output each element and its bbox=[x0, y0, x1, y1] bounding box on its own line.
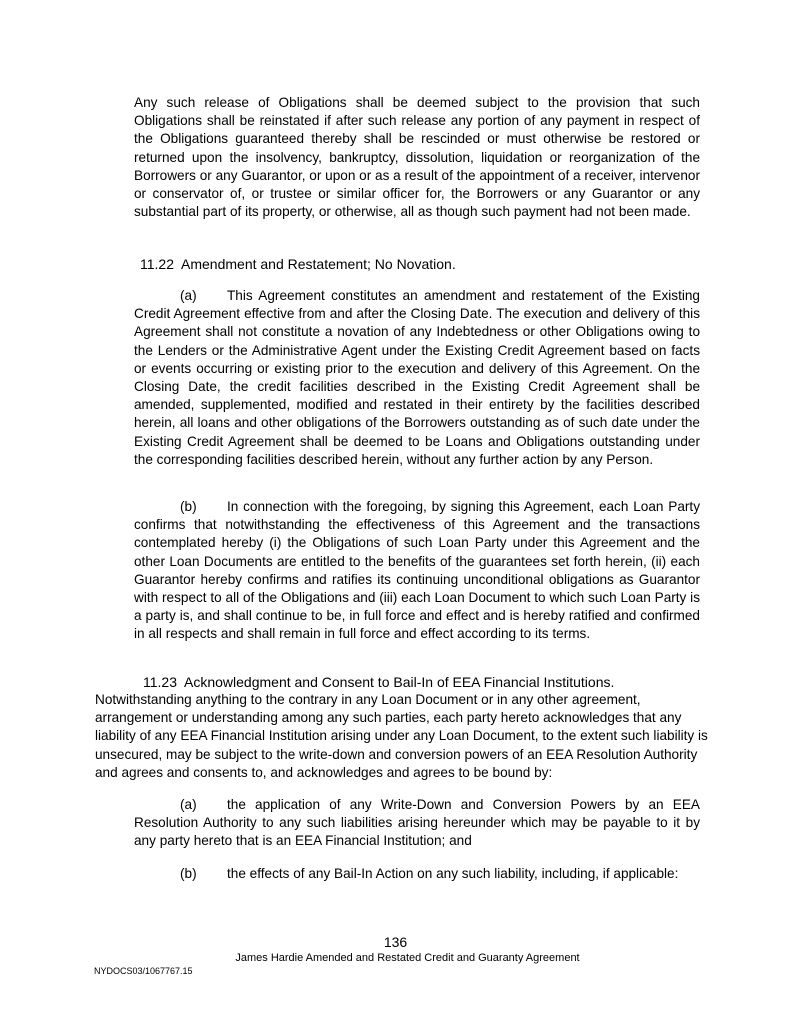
footer-document-title: James Hardie Amended and Restated Credit and Guaranty Agreement bbox=[235, 952, 580, 964]
section-11-23-clause-b bbox=[134, 865, 700, 883]
section-11-23-number: 11.23 bbox=[143, 674, 177, 690]
clause-a-label: (a) bbox=[180, 288, 197, 303]
section-11-23-clause-a bbox=[134, 796, 700, 851]
clause-a-text: This Agreement constitutes an amendment and restatement of the Existing Credit Agreement effective from and after the Closing Date. The execution and delivery of this Agreement shall not constitute a novation of any Indebtedness or other Obligations owing to the Lenders or the Administrative Agent under the Existing Credit Agreement based on facts or events occurring or existing prior to the execution and delivery of this Agreement. On the Closing Date, the credit facilities described in the Existing Credit Agreement shall be amended, supplemented, modified and restated in their entirety by the facilities described herein, all loans and other obligations of the Borrowers outstanding as of such date under the Existing Credit Agreement shall be deemed to be Loans and Obligations outstanding under the corresponding facilities described herein, without any further action by any Person. bbox=[134, 288, 700, 467]
section-11-23-heading bbox=[143, 673, 614, 691]
section-11-23-body: Notwithstanding anything to the contrary in any Loan Document or in any other agreement, arrangement or understanding among any such parties, each party hereto acknowledges that any liability of any EEA Financial Institution arising under any Loan Document, to the extent such liability is unsecured, may be subject to the write-down and conversion powers of an EEA Resolution Authority and agrees and consents to, and acknowledges and agrees to be bound by: bbox=[95, 692, 708, 780]
bail-in-clause-b-text: the effects of any Bail-In Action on any such liability, including, if applicable: bbox=[227, 866, 679, 881]
bail-in-clause-a-label: (a) bbox=[180, 797, 197, 812]
section-11-22-clause-b bbox=[134, 498, 700, 644]
clause-b-label: (b) bbox=[180, 499, 197, 514]
section-11-23-title: Acknowledgment and Consent to Bail-In of EEA Financial Institutions. bbox=[184, 674, 615, 690]
section-11-22-number: 11.22 bbox=[140, 256, 174, 272]
bail-in-clause-a-text: the application of any Write-Down and Conversion Powers by an EEA Resolution Authority to any such liabilities arising hereunder which may be payable to it by any party hereto that is an EEA Financial Institution; and bbox=[134, 797, 700, 849]
bail-in-clause-b-label: (b) bbox=[180, 866, 197, 881]
page-number: 136 bbox=[383, 934, 408, 950]
clause-b-text: In connection with the foregoing, by signing this Agreement, each Loan Party confirms that notwithstanding the effectiveness of this Agreement and the transactions contemplated hereby (i) the Obligations of such Loan Party under this Agreement and the other Loan Documents are entitled to the benefits of the guarantees set forth herein, (ii) each Guarantor hereby confirms and ratifies its continuing unconditional obligations as Guarantor with respect to all of the Obligations and (iii) each Loan Document to which such Loan Party is a party is, and shall continue to be, in full force and effect and is hereby ratified and confirmed in all respects and shall remain in full force and effect according to its terms. bbox=[134, 499, 700, 642]
section-11-22-title: Amendment and Restatement; No Novation. bbox=[181, 256, 456, 272]
section-11-22-heading bbox=[140, 255, 456, 273]
section-11-22-clause-a bbox=[134, 287, 700, 469]
release-paragraph: Any such release of Obligations shall be deemed subject to the provision that such Obligations shall be reinstated if after such release any portion of any payment in respect of the Obligations guaranteed thereby shall be rescinded or must otherwise be restored or returned upon the insolvency, bankruptcy, dissolution, liquidation or reorganization of the Borrowers or any Guarantor, or upon or as a result of the appointment of a receiver, intervenor or conservator of, or trustee or similar officer for, the Borrowers or any Guarantor or any substantial part of its property, or otherwise, all as though such payment had not been made. bbox=[134, 95, 700, 220]
document-id: NYDOCS03/1067767.15 bbox=[94, 966, 193, 976]
